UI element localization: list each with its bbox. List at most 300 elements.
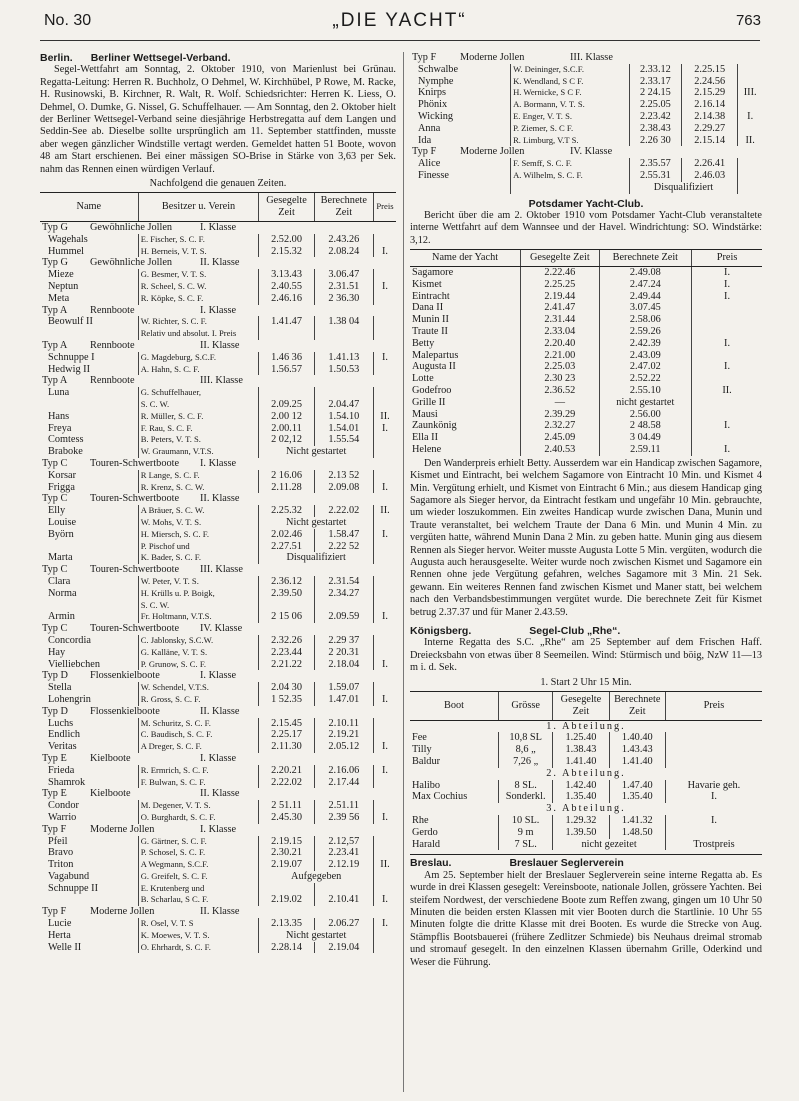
computed-time: 1.41.13 (314, 352, 373, 364)
yacht-name: Bravo (48, 847, 74, 859)
table-row (40, 269, 396, 281)
table-row (410, 361, 762, 373)
computed-time: 2.19.04 (314, 942, 373, 954)
owner-club: A. Bormann, V. T. S. (511, 99, 630, 111)
sailed-time: 2.00.11 (259, 423, 314, 435)
yacht-name: Mieze (48, 269, 74, 281)
table-row (40, 293, 396, 305)
table-row (410, 64, 762, 76)
class-heading-row (410, 146, 762, 158)
sailed-time: 2.22.46 (521, 266, 599, 278)
yacht-name (40, 541, 138, 553)
class-heading-class: II. Klasse (200, 788, 240, 800)
owner-club: H. Krülls u. P. Boigk, (138, 588, 259, 600)
col-prize: Preis (373, 193, 396, 222)
prize (373, 777, 396, 789)
sailed-time: 2.15.32 (259, 246, 314, 258)
prize: I. (692, 361, 762, 373)
sailed-time: 2.33.12 (629, 64, 681, 76)
owner-club: Relativ und absolut. I. Preis (138, 328, 259, 340)
prize (373, 942, 396, 954)
class-heading-class: II. Klasse (200, 705, 240, 717)
sailed-time: 2.19.02 (259, 894, 314, 906)
class-heading-row (40, 375, 396, 387)
table-row (410, 135, 762, 147)
prize (665, 744, 762, 756)
table-row (410, 791, 762, 803)
class-heading-row (410, 52, 762, 64)
berlin-table-header (40, 193, 396, 222)
size: 8 SL. (499, 780, 553, 792)
owner-club: F. Semff, S. C. F. (511, 158, 630, 170)
size: 8,6 „ (499, 744, 553, 756)
prize: II. (373, 411, 396, 423)
yacht-name: Wicking (418, 110, 454, 122)
yacht-name: Beowulf II (48, 316, 93, 328)
owner-club: F. Rau, S. C. F. (138, 423, 259, 435)
koenigsberg-results-table (410, 691, 762, 850)
table-row (410, 87, 762, 99)
table-row (40, 682, 396, 694)
owner-club: A. Wilhelm, S. C. F. (511, 170, 630, 182)
computed-time: 2.14.38 (682, 111, 738, 123)
sailed-time: 2.02.46 (259, 529, 314, 541)
boat-name: Tilly (412, 744, 432, 756)
yacht-name: Armin (48, 611, 75, 623)
sailed-time: 2.40.53 (521, 444, 599, 456)
col-computed: Berechnete Zeit (599, 250, 692, 267)
class-heading-kind: Rennboote (90, 375, 135, 387)
berlin-table-body (40, 222, 396, 954)
table-row (40, 729, 396, 741)
berlin-place: Berlin. (40, 52, 73, 64)
computed-time: 1.38 04 (314, 316, 373, 328)
sailed-time: 2.21.00 (521, 350, 599, 362)
table-row (410, 338, 762, 350)
prize (665, 732, 762, 744)
yacht-name: Hedwig II (48, 363, 91, 375)
prize (738, 158, 762, 170)
computed-time: 2 20.31 (314, 647, 373, 659)
class-heading-kind: Rennboote (90, 340, 135, 352)
table-row (410, 302, 762, 314)
sailed-time (259, 387, 314, 399)
sailed-time: 1.38.43 (553, 744, 609, 756)
sailed-time: 2.25.17 (259, 729, 314, 741)
sailed-time: 2.20.40 (521, 338, 599, 350)
owner-club: S. C. W. (138, 600, 259, 612)
issue-number: No. 30 (44, 12, 92, 29)
yacht-name: Freya (48, 422, 72, 434)
boat-name: Baldur (412, 756, 441, 768)
sailed-time: 2.20.21 (259, 765, 314, 777)
computed-time: 2.13 52 (314, 470, 373, 482)
prize: I. (738, 111, 762, 123)
potsdam-intro: Bericht über die am 2. Oktober 1910 vom Potsdamer Yacht-Club veranstaltete interne Wettfahrt auf dem Wannsee und der Havel. Windrichtung: SO. Windstärke: 3,12. (410, 209, 762, 246)
sailed-time: 2.11.28 (259, 482, 314, 494)
table-row (410, 291, 762, 303)
computed-time: 2.59.11 (599, 444, 692, 456)
owner-club: G. Magdeburg, S.C.F. (138, 352, 259, 364)
sailed-time: 2.25.25 (521, 279, 599, 291)
prize: I. (373, 812, 396, 824)
prize (373, 269, 396, 281)
prize (692, 432, 762, 444)
yacht-name: Sagamore (412, 266, 454, 278)
class-heading-type: Typ E (42, 752, 67, 764)
table-row (410, 744, 762, 756)
owner-club: W. Mohs, V. T. S. (138, 517, 259, 529)
owner-club: C. Baudisch, S. C. F. (138, 729, 259, 741)
computed-time: 3.07.45 (599, 302, 692, 314)
owner-club: R. Krenz, S. C. W. (138, 482, 259, 494)
owner-club: P. Grunow, S. C. F. (138, 659, 259, 671)
yacht-name: Nymphe (418, 75, 454, 87)
prize: I. (373, 765, 396, 777)
koenigsberg-heading (410, 625, 762, 637)
yacht-name (40, 894, 138, 906)
class-heading-kind: Kielboote (90, 752, 131, 764)
table-row (40, 423, 396, 435)
prize (738, 170, 762, 182)
computed-time (314, 600, 373, 612)
computed-time: 2.46.03 (682, 170, 738, 182)
col-sailed: Gesegelte Zeit (259, 193, 314, 222)
table-row (40, 871, 396, 883)
computed-time: 2.55.10 (599, 385, 692, 397)
computed-time: 2.12.19 (314, 859, 373, 871)
table-row (40, 576, 396, 588)
table-row (410, 123, 762, 135)
class-heading-kind: Gewöhnliche Jollen (90, 257, 173, 269)
yacht-name: Frigga (48, 481, 75, 493)
prize (738, 76, 762, 88)
computed-time: nicht gestartet (599, 397, 692, 409)
col-yacht: Name der Yacht (410, 250, 521, 267)
table-row (410, 170, 762, 182)
class-heading-type: Typ C (42, 493, 68, 505)
table-row (410, 99, 762, 111)
computed-time: 2.47.02 (599, 361, 692, 373)
owner-club: P. Schosel, S. C. F. (138, 847, 259, 859)
class-heading-class: IV. Klasse (570, 146, 613, 158)
computed-time: 2.10.11 (314, 718, 373, 730)
class-heading-class: III. Klasse (570, 52, 613, 63)
computed-time: 2.52.22 (599, 373, 692, 385)
owner-club: R. Scheel, S. C. W. (138, 281, 259, 293)
sailed-time: 2.33.04 (521, 326, 599, 338)
owner-club: A Dreger, S. C. F. (138, 741, 259, 753)
prize: I. (692, 279, 762, 291)
sailed-time: Nicht gestartet (259, 930, 374, 942)
class-heading-type: Typ A (42, 304, 68, 316)
computed-time: 2.43.09 (599, 350, 692, 362)
computed-time: 1.55.54 (314, 434, 373, 446)
class-heading-class: II. Klasse (200, 493, 240, 505)
computed-time: 2.39 56 (314, 812, 373, 824)
col-name: Name (40, 193, 138, 222)
sailed-time: 2.25.03 (521, 361, 599, 373)
prize: II. (373, 505, 396, 517)
class-heading-row (40, 493, 396, 505)
computed-time: 2.18.04 (314, 659, 373, 671)
computed-time: 2.10.41 (314, 894, 373, 906)
yacht-name: Louise (48, 516, 77, 528)
size: 10 SL. (499, 815, 553, 827)
class-heading (40, 493, 396, 505)
yacht-name: Luna (48, 387, 70, 399)
yacht-name: Vielliebchen (48, 658, 100, 670)
class-heading-class: III. Klasse (200, 375, 243, 387)
computed-time: 2.22 52 (314, 541, 373, 553)
owner-club: G. Kalläne, V. T. S. (138, 647, 259, 659)
prize: I. (373, 246, 396, 258)
sailed-time: 2.11.30 (259, 741, 314, 753)
table-row (40, 600, 396, 612)
sailed-time: Disqualifiziert (629, 182, 738, 194)
computed-time: 2.58.06 (599, 314, 692, 326)
sailed-time: 2.04 30 (259, 682, 314, 694)
sailed-time: 1.46 36 (259, 352, 314, 364)
yacht-name: Dana II (412, 302, 444, 314)
prize: I. (373, 352, 396, 364)
owner-club: O. Burghardt, S. C. F. (138, 812, 259, 824)
sailed-time: 2.36.12 (259, 576, 314, 588)
yacht-name: Wagehals (48, 233, 88, 245)
prize: II. (373, 859, 396, 871)
table-row (40, 812, 396, 824)
yacht-name: Triton (48, 859, 74, 871)
yacht-name: Grille II (412, 396, 446, 408)
sailed-time: 2.27.51 (259, 541, 314, 553)
class-heading (40, 623, 396, 635)
division-row (410, 720, 762, 732)
yacht-name: Shamrok (48, 776, 86, 788)
yacht-name: Augusta II (412, 361, 456, 373)
prize (373, 316, 396, 328)
owner-club: R. Limburg, V.T S. (511, 135, 630, 147)
sailed-time: 2.15.45 (259, 718, 314, 730)
page-number: 763 (735, 12, 761, 29)
berlin-lead: Nachfolgend die genauen Zeiten. (149, 178, 287, 190)
prize: Trostpreis (665, 839, 762, 851)
yacht-name: Hans (48, 410, 70, 422)
table-row (40, 470, 396, 482)
yacht-name: Godefroo (412, 384, 452, 396)
sailed-time: 1.56.57 (259, 364, 314, 376)
computed-time: 1.50.53 (314, 364, 373, 376)
class-heading-type: Typ G (42, 222, 68, 234)
table-row (40, 387, 396, 399)
owner-club: W. Graumann, V.T.S. (138, 446, 259, 458)
prize (373, 399, 396, 411)
table-row (410, 314, 762, 326)
yacht-name: Ida (418, 134, 432, 146)
sailed-time: 2.32.26 (259, 635, 314, 647)
computed-time: 2.29.27 (682, 123, 738, 135)
prize (373, 364, 396, 376)
sailed-time: 2.00 12 (259, 411, 314, 423)
computed-time: 2.25.15 (682, 64, 738, 76)
class-heading-class: I. Klasse (200, 823, 237, 835)
table-row (410, 839, 762, 851)
class-heading-row (40, 564, 396, 576)
yacht-name: Hay (48, 646, 66, 658)
sailed-time: 2.32.27 (521, 420, 599, 432)
computed-time: 2.24.56 (682, 76, 738, 88)
sailed-time: 2.23.42 (629, 111, 681, 123)
table-row (40, 647, 396, 659)
class-heading-kind: Rennboote (90, 304, 135, 316)
prize (373, 576, 396, 588)
yacht-name: Traute II (412, 325, 448, 337)
prize: I. (665, 815, 762, 827)
computed-time: 1.35.40 (609, 791, 665, 803)
owner-club: K. Bader, S. C. F. (138, 552, 259, 564)
division-row (410, 803, 762, 815)
owner-club: R Lange, S. C. F. (138, 470, 259, 482)
yacht-name (40, 399, 138, 411)
class-heading-class: I. Klasse (200, 304, 237, 316)
computed-time: 2.15.29 (682, 87, 738, 99)
potsdam-table-header (410, 250, 762, 267)
computed-time: 1.59.07 (314, 682, 373, 694)
sailed-time: Nicht gestartet (259, 446, 374, 458)
sailed-time: 2.28.14 (259, 942, 314, 954)
prize: II. (692, 385, 762, 397)
prize: I. (692, 266, 762, 278)
computed-time: 1.40.40 (609, 732, 665, 744)
table-row (40, 635, 396, 647)
table-row (410, 756, 762, 768)
sailed-time: 2 16.06 (259, 470, 314, 482)
col-prize: Preis (665, 692, 762, 721)
sailed-time: 2 15 06 (259, 611, 314, 623)
yacht-name: Elly (48, 505, 66, 517)
table-row (410, 350, 762, 362)
yacht-name: Anna (418, 122, 441, 134)
computed-time: 1.47.01 (314, 694, 373, 706)
boat-name: Rhe (412, 815, 429, 827)
sailed-time: 2.30.21 (259, 847, 314, 859)
yacht-name: Schnuppe II (48, 882, 99, 894)
yacht-name: Norma (48, 587, 77, 599)
prize: I. (373, 918, 396, 930)
table-row (410, 266, 762, 278)
computed-time: 3.06.47 (314, 269, 373, 281)
koenigsberg-table-header (410, 692, 762, 721)
prize: I. (373, 694, 396, 706)
prize (665, 756, 762, 768)
table-row (40, 517, 396, 529)
owner-club: B. Scharlau, S C. F. (138, 894, 259, 906)
berlin-intro: Segel-Wettfahrt am Sonntag, 2. Oktober 1910, von Marienlust bei Grünau. Regatta-Leitung: Herren R. Buchholz, O Dehmel, W. Kirchhübel, P Rowe, M. Racke, H. Rusinowski, B. Kirchner, R. Walt, R. Wolf. Schiedsrichter: Herren K. Liess, O. Dehmel, O. Dumke, G. Nissel, G. Schuffelhauer. — Am Sonntag, den 2. Oktober hielt der Berliner Wettsegel-Verband seine diesjährige Herbstregatta auf dem Langen und Seddin-See ab. Dieselbe sollte ursprünglich am 11. September stattfinden, musste aber wegen gänzlicher Windstille vertagt werden. Gemeldet hatten 51 Boote, wovon 48 am Start erschienen. Bei einer mässigen SO-Brise in Stärke von 3,63 per Sek. nahm das Rennen einen würdigen Verlauf. (40, 64, 396, 175)
class-heading-kind: Moderne Jollen (90, 906, 155, 918)
table-row (410, 815, 762, 827)
col-prize: Preis (692, 250, 762, 267)
computed-time: 2.23.41 (314, 847, 373, 859)
table-row (410, 397, 762, 409)
sailed-time: Aufgegeben (259, 871, 374, 883)
prize: III. (738, 87, 762, 99)
owner-club: R. Müller, S. C. F. (138, 411, 259, 423)
table-row (40, 847, 396, 859)
class-heading-type: Typ E (42, 788, 67, 800)
owner-club: G. Greifelt, S. C. F. (138, 871, 259, 883)
class-heading-class: I. Klasse (200, 222, 237, 234)
prize (373, 930, 396, 942)
table-row (40, 399, 396, 411)
sailed-time: 2.46.16 (259, 293, 314, 305)
owner-club: Fr. Holtmann, V.T.S. (138, 611, 259, 623)
prize (373, 387, 396, 399)
prize (373, 729, 396, 741)
computed-time: 2.06.27 (314, 918, 373, 930)
computed-time: 1.48.50 (609, 827, 665, 839)
class-heading (410, 146, 762, 158)
class-heading-class: II. Klasse (200, 340, 240, 352)
yacht-name (410, 182, 511, 194)
class-heading-class: I. Klasse (200, 670, 237, 682)
table-row (40, 611, 396, 623)
table-row (410, 111, 762, 123)
computed-time (314, 328, 373, 340)
table-row (40, 434, 396, 446)
owner-club: P. Pischof und (138, 541, 259, 553)
berlin-cont-table (410, 52, 762, 194)
yacht-name: Stella (48, 682, 72, 694)
prize (373, 446, 396, 458)
class-heading-type: Typ F (412, 146, 437, 158)
yacht-name: Ella II (412, 432, 439, 444)
sailed-time: 1.42.40 (553, 780, 609, 792)
prize (373, 883, 396, 895)
table-row (40, 541, 396, 553)
yacht-name: Byörn (48, 528, 74, 540)
prize (373, 847, 396, 859)
computed-time (314, 883, 373, 895)
prize (692, 326, 762, 338)
division-row (410, 768, 762, 780)
computed-time: 2.31.51 (314, 281, 373, 293)
table-row (40, 777, 396, 789)
sailed-time: 2.52.00 (259, 234, 314, 246)
potsdam-club: Potsdamer Yacht-Club. (528, 197, 644, 210)
size: 10,8 SL (499, 732, 553, 744)
class-heading-kind: Flossenkielboote (90, 705, 160, 717)
sailed-time: 2.09.25 (259, 399, 314, 411)
class-heading-class: IV. Klasse (200, 623, 243, 635)
class-heading-row (40, 458, 396, 470)
class-heading (40, 824, 396, 836)
prize (665, 827, 762, 839)
prize: I. (373, 894, 396, 906)
sailed-time: 1 52.35 (259, 694, 314, 706)
sailed-time: 2.39.50 (259, 588, 314, 600)
class-heading-type: Typ F (42, 906, 67, 918)
owner-club: E. Enger, V. T. S. (511, 111, 630, 123)
yacht-name: Schwalbe (418, 63, 459, 75)
owner-club: E. Fischer, S. C. F. (138, 234, 259, 246)
yacht-name: Betty (412, 337, 435, 349)
table-row (410, 373, 762, 385)
col-boat: Boot (410, 692, 499, 721)
berlin-results-table (40, 192, 396, 953)
class-heading-kind: Touren-Schwertboote (90, 564, 180, 576)
sailed-time: 1.41.47 (259, 316, 314, 328)
prize (373, 552, 396, 564)
table-row (40, 316, 396, 328)
